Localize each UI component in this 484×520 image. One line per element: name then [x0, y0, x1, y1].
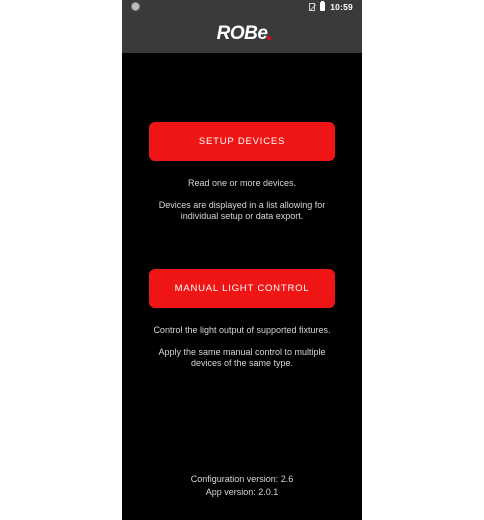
app-version: App version: 2.0.1: [205, 487, 279, 497]
no-sim-icon: [309, 3, 315, 11]
notification-icon: [131, 2, 140, 11]
robe-logo: [217, 23, 268, 45]
version-footer: [122, 473, 362, 499]
status-icons: [309, 1, 353, 12]
setup-desc-line2: Devices are displayed in a list allowing for individual setup or data export.: [158, 200, 326, 221]
config-version: Configuration version: 2.6: [190, 474, 294, 484]
setup-desc-line1: Read one or more devices.: [187, 178, 297, 188]
app-header: [122, 13, 362, 53]
manual-desc-line1: Control the light output of supported fixtures.: [153, 325, 331, 335]
battery-icon: [320, 2, 325, 11]
status-time: 10:59: [330, 1, 353, 12]
setup-description: [142, 178, 342, 222]
app-screen: [122, 0, 362, 520]
status-bar: [122, 0, 362, 13]
logo-text: ROBe: [216, 23, 268, 44]
manual-light-control-label: MANUAL LIGHT CONTROL: [174, 283, 310, 294]
logo-dot-icon: [267, 36, 271, 40]
manual-description: [142, 325, 342, 369]
manual-desc-line2: Apply the same manual control to multiple devices of the same type.: [158, 347, 326, 368]
manual-light-control-button[interactable]: [149, 269, 335, 308]
setup-devices-label: SETUP DEVICES: [198, 136, 286, 147]
setup-devices-button[interactable]: [149, 122, 335, 161]
